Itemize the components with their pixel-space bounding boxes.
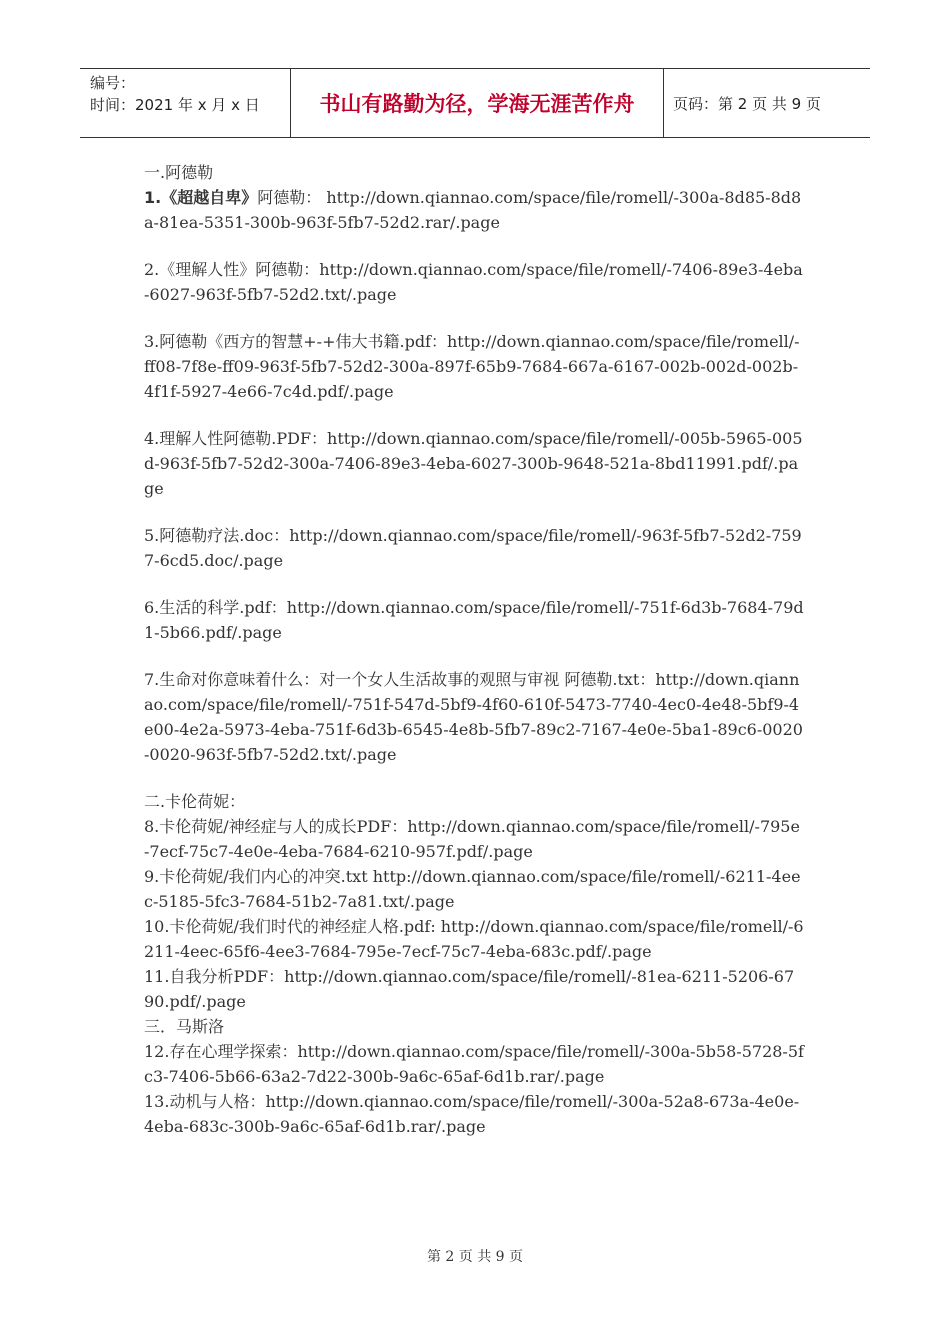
page-header bbox=[80, 68, 870, 138]
list-item: 9.卡伦荷妮/我们内心的冲突.txt http://down.qiannao.com/space/file/romell/-6211-4eec-5185-5fc3-7684-51b2-7a81.txt/.page bbox=[144, 867, 801, 911]
list-item: 10.卡伦荷妮/我们时代的神经症人格.pdf: http://down.qiannao.com/space/file/romell/-6211-4eec-65f6-4ee3-7684-795e-7ecf-75c7-4eba-683c.pdf/.page bbox=[144, 917, 804, 961]
list-item: 8.卡伦荷妮/神经症与人的成长PDF：http://down.qiannao.com/space/file/romell/-795e-7ecf-75c7-4e0e-4eba-7684-6210-957f.pdf/.page bbox=[144, 817, 800, 861]
list-item: 3.阿德勒《西方的智慧+-+伟大书籍.pdf：http://down.qiannao.com/space/file/romell/-ff08-7f8e-ff09-963f-5fb7-52d2-300a-897f-65b9-7684-667a-6167-002b-002d-002b-4f1f-5927-4e66-7c4d.pdf/.page bbox=[144, 332, 800, 401]
list-item: 2.《理解人性》阿德勒：http://down.qiannao.com/space/file/romell/-7406-89e3-4eba-6027-963f-5fb7-52d2.txt/.page bbox=[144, 260, 803, 304]
document-number: 编号： bbox=[90, 74, 136, 92]
document-body bbox=[144, 160, 804, 1139]
item-text: 阿德勒： http://down.qiannao.com/space/file/romell/-300a-8d85-8d8a-81ea-5351-300b-963f-5fb7-52d2.rar/.page bbox=[144, 188, 802, 232]
list-item: 11.自我分析PDF：http://down.qiannao.com/space/file/romell/-81ea-6211-5206-6790.pdf/.page bbox=[144, 967, 795, 1011]
list-item: 4.理解人性阿德勒.PDF：http://down.qiannao.com/space/file/romell/-005b-5965-005d-963f-5fb7-52d2-300a-7406-89e3-4eba-6027-300b-9648-521a-8bd11991.pdf/.page bbox=[144, 429, 803, 498]
item-number: 1. bbox=[144, 188, 162, 207]
page-footer: 第 2 页 共 9 页 bbox=[426, 1249, 524, 1265]
section-heading-maslow: 三．马斯洛 bbox=[144, 1017, 225, 1036]
book-title: 《超越自卑》 bbox=[161, 188, 258, 207]
list-item: 7.生命对你意味着什么：对一个女人生活故事的观照与审视 阿德勒.txt：http://down.qiannao.com/space/file/romell/-751f-547d-5bf9-4f60-610f-5473-7740-4ec0-4e48-5bf9-4e00-4e2a-5973-4eba-751f-6d3b-6545-4e8b-5fb7-89c2-7167-4e0e-5ba1-89c6-0020-0020-963f-5fb7-52d2.txt/.page bbox=[144, 670, 803, 764]
document-time: 时间：2021 年 x 月 x 日 bbox=[90, 96, 260, 114]
list-item: 5.阿德勒疗法.doc：http://down.qiannao.com/space/file/romell/-963f-5fb7-52d2-7597-6cd5.doc/.page bbox=[144, 526, 802, 570]
header-motto: 书山有路勤为径，学海无涯苦作舟 bbox=[291, 69, 664, 137]
list-item: 6.生活的科学.pdf：http://down.qiannao.com/space/file/romell/-751f-6d3b-7684-79d1-5b66.pdf/.page bbox=[144, 598, 804, 642]
header-meta bbox=[80, 69, 291, 137]
section-heading-horney: 二.卡伦荷妮： bbox=[144, 792, 246, 811]
list-item: 13.动机与人格：http://down.qiannao.com/space/file/romell/-300a-52a8-673a-4e0e-4eba-683c-300b-9a6c-65af-6d1b.rar/.page bbox=[144, 1092, 800, 1136]
list-item bbox=[144, 185, 804, 235]
header-page-number: 页码：第 2 页 共 9 页 bbox=[673, 94, 821, 113]
list-item: 12.存在心理学探索：http://down.qiannao.com/space/file/romell/-300a-5b58-5728-5fc3-7406-5b66-63a2-7d22-300b-9a6c-65af-6d1b.rar/.page bbox=[144, 1042, 804, 1086]
section-heading-adler: 一.阿德勒 bbox=[144, 163, 214, 182]
